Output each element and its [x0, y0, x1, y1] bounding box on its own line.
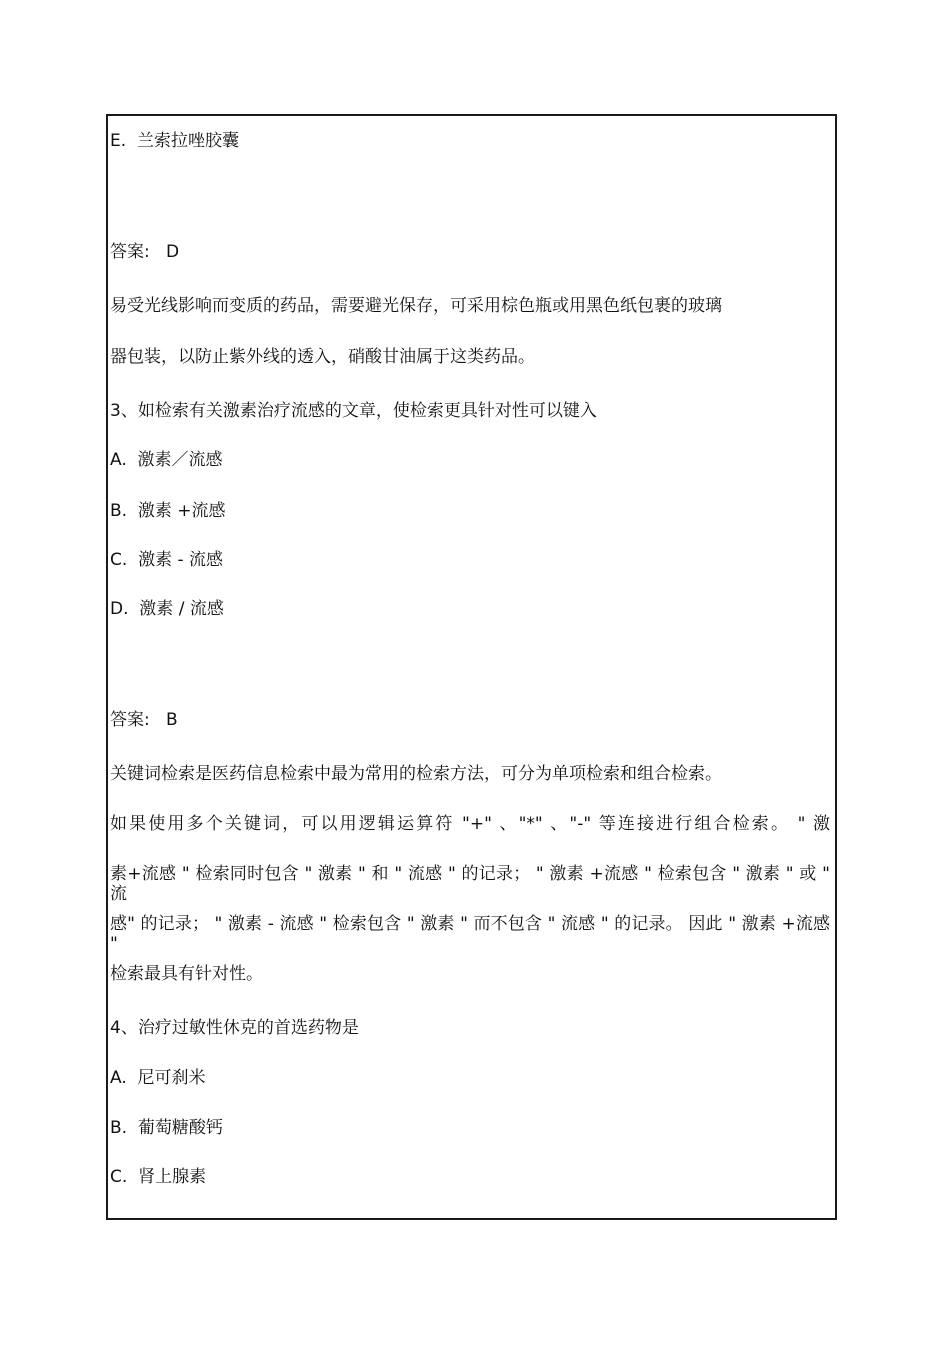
- question-title: 3、如检索有关激素治疗流感的文章，使检索更具针对性可以键入: [110, 401, 597, 421]
- explanation-line: 器包装，以防止紫外线的透入，硝酸甘油属于这类药品。: [110, 347, 535, 367]
- explanation-line: 感" 的记录； " 激素 - 流感 " 检索包含 " 激素 " 而不包含 " 流感 " 的记录。 因此 " 激素 +流感 ": [110, 914, 830, 954]
- explanation-line: 易受光线影响而变质的药品，需要避光保存，可采用棕色瓶或用黑色纸包裹的玻璃: [110, 296, 722, 316]
- explanation-line: 素+流感 " 检索同时包含 " 激素 " 和 " 流感 " 的记录； " 激素 +流感 " 检索包含 " 激素 " 或 " 流: [110, 864, 830, 904]
- question-table-cell: [106, 114, 837, 1220]
- answer-label: 答案: D: [110, 242, 180, 262]
- option-b: B. 葡萄糖酸钙: [110, 1118, 223, 1138]
- explanation-line: 关键词检索是医药信息检索中最为常用的检索方法，可分为单项检索和组合检索。: [110, 764, 722, 784]
- question-title: 4、治疗过敏性休克的首选药物是: [110, 1018, 359, 1038]
- explanation-line: 如果使用多个关键词，可以用逻辑运算符 "+" 、"*" 、"-" 等连接进行组合检索。 " 激: [110, 814, 830, 834]
- option-d: D. 激素 / 流感: [110, 599, 224, 619]
- option-a: A. 激素／流感: [110, 450, 223, 470]
- explanation-line: 检索最具有针对性。: [110, 964, 263, 984]
- option-c: C. 激素 - 流感: [110, 550, 224, 570]
- option-a: A. 尼可刹米: [110, 1068, 206, 1088]
- option-c: C. 肾上腺素: [110, 1167, 207, 1187]
- option-e: E. 兰索拉唑胶囊: [110, 131, 239, 151]
- answer-label: 答案: B: [110, 710, 178, 730]
- option-b: B. 激素 +流感: [110, 501, 226, 521]
